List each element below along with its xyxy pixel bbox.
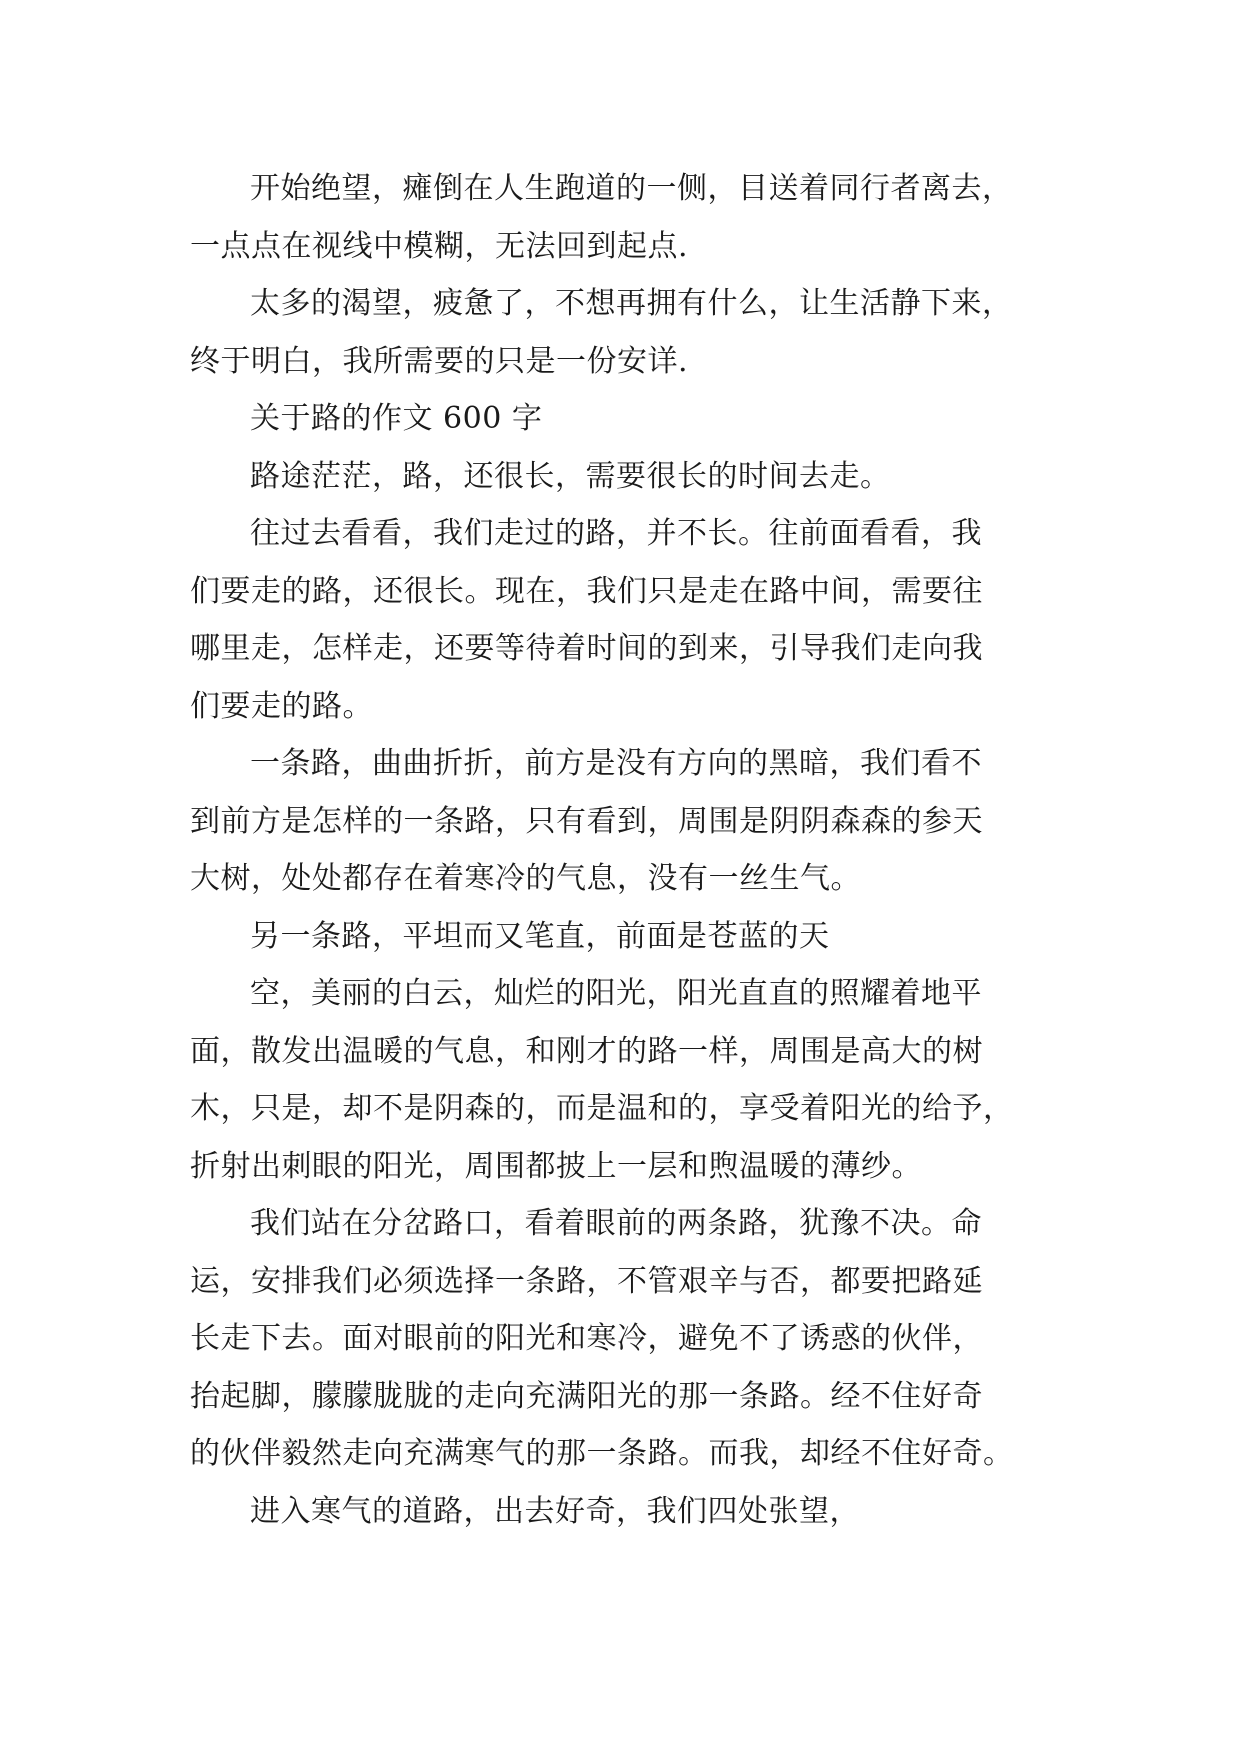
text-line: 路途茫茫，路，还很长，需要很长的时间去走。 [250,458,891,494]
paragraph [190,965,1052,1195]
text-line: 另一条路，平坦而又笔直，前面是苍蓝的天 [250,918,830,954]
text-line: 运，安排我们必须选择一条路，不管艰辛与否，都要把路延 [190,1263,983,1299]
text-line: 一条路，曲曲折折，前方是没有方向的黑暗，我们看不 [250,746,982,781]
text-line: 进入寒气的道路，出去好奇，我们四处张望， [250,1493,860,1529]
text-line: 一点点在视线中模糊，无法回到起点. [190,228,689,264]
text-line: 空，美丽的白云，灿烂的阳光，阳光直直的照耀着地平 [250,976,982,1011]
text-line: 长走下去。面对眼前的阳光和寒冷，避免不了诱惑的伙伴， [190,1321,983,1356]
paragraph [190,390,1052,448]
text-line: 到前方是怎样的一条路，只有看到，周围是阴阴森森的参天 [190,803,983,839]
text-line: 哪里走，怎样走，还要等待着时间的到来，引导我们走向我 [190,631,983,666]
text-line: 面，散发出温暖的气息，和刚才的路一样，周围是高大的树 [190,1033,983,1069]
text-line: 的伙伴毅然走向充满寒气的那一条路。而我，却经不住好奇。 [190,1436,1014,1471]
paragraph [190,160,1052,275]
paragraph [190,1195,1052,1483]
text-line: 大树，处处都存在着寒冷的气息，没有一丝生气。 [190,861,861,896]
text-line: 终于明白，我所需要的只是一份安详. [190,343,689,379]
text-line: 开始绝望，瘫倒在人生跑道的一侧，目送着同行者离去， [250,171,1013,206]
text-line: 关于路的作文 600 字 [250,401,543,436]
paragraph [190,505,1052,735]
paragraph [190,908,1052,966]
paragraph [190,1483,1052,1541]
text-line: 木，只是，却不是阴森的，而是温和的，享受着阳光的给予， [190,1091,1014,1126]
paragraph [190,735,1052,908]
text-line: 们要走的路，还很长。现在，我们只是走在路中间，需要往 [190,573,983,609]
text-line: 抬起脚，朦朦胧胧的走向充满阳光的那一条路。经不住好奇 [190,1378,983,1414]
paragraph [190,275,1052,390]
text-line: 太多的渴望，疲惫了，不想再拥有什么，让生活静下来， [250,286,1013,321]
document-body [190,160,1052,1540]
text-line: 我们站在分岔路口，看着眼前的两条路，犹豫不决。命 [250,1206,982,1241]
text-line: 往过去看看，我们走过的路，并不长。往前面看看，我 [250,516,982,551]
text-line: 折射出刺眼的阳光，周围都披上一层和煦温暖的薄纱。 [190,1148,922,1184]
text-line: 们要走的路。 [190,688,373,724]
paragraph [190,448,1052,506]
